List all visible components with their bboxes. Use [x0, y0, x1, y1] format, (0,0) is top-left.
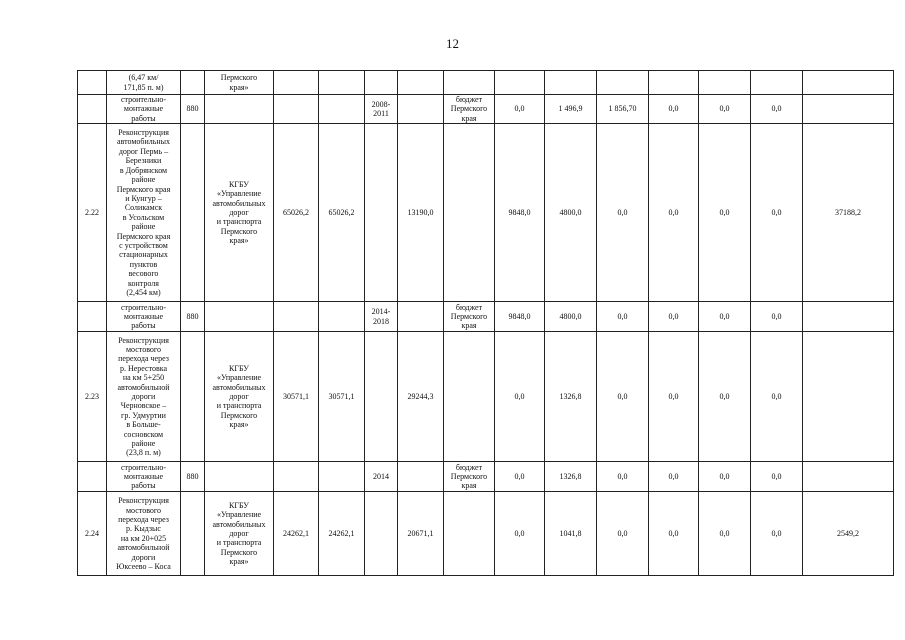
table-cell [181, 492, 205, 576]
table-cell [398, 462, 444, 492]
table-cell [803, 95, 894, 124]
table-cell: 0,0 [751, 332, 803, 462]
table-cell [181, 332, 205, 462]
table-cell [398, 71, 444, 95]
table-cell: 2014- 2018 [365, 302, 398, 332]
table-cell: бюджет Пермского края [444, 302, 495, 332]
table-cell: 880 [181, 302, 205, 332]
table-cell: Реконструкция автомобильных дорог Пермь – Березники в Добрянском районе Пермского края и Кунгур – Соликамск в Усольском районе Пермского края с устройством стационарных пунктов весового контроля (2,454 км) [107, 124, 181, 302]
table-cell: 0,0 [597, 332, 649, 462]
table-cell [545, 71, 597, 95]
table-cell: 2014 [365, 462, 398, 492]
table-row [78, 124, 894, 302]
table-cell [803, 302, 894, 332]
table-cell [78, 95, 107, 124]
table-cell: 0,0 [699, 302, 751, 332]
table-cell [444, 332, 495, 462]
table-cell: Пермского края» [205, 71, 274, 95]
table-cell: 0,0 [699, 124, 751, 302]
table-cell: 30571,1 [274, 332, 319, 462]
table-cell: 2008- 2011 [365, 95, 398, 124]
table-cell: 0,0 [699, 332, 751, 462]
table-row [78, 95, 894, 124]
table-cell: 0,0 [751, 492, 803, 576]
table-cell: 65026,2 [319, 124, 365, 302]
table-cell: 2549,2 [803, 492, 894, 576]
table-cell: 9848,0 [495, 302, 545, 332]
table-cell: 1326,8 [545, 332, 597, 462]
table-cell: 2.24 [78, 492, 107, 576]
table-cell: 24262,1 [274, 492, 319, 576]
table-row [78, 462, 894, 492]
table-cell: 24262,1 [319, 492, 365, 576]
table-cell [803, 71, 894, 95]
table-cell: 0,0 [649, 124, 699, 302]
table-cell [78, 71, 107, 95]
table-cell [205, 302, 274, 332]
table-cell: 0,0 [597, 462, 649, 492]
table-cell [274, 71, 319, 95]
table-cell [398, 302, 444, 332]
table-cell: 37188,2 [803, 124, 894, 302]
table-cell: 65026,2 [274, 124, 319, 302]
table-cell [699, 71, 751, 95]
table-cell: 0,0 [495, 492, 545, 576]
table-cell [803, 462, 894, 492]
table-cell: 880 [181, 462, 205, 492]
table-cell: 1 496,9 [545, 95, 597, 124]
table-cell [181, 124, 205, 302]
table-cell: 0,0 [751, 302, 803, 332]
table-cell: 2.23 [78, 332, 107, 462]
table-cell: 0,0 [495, 462, 545, 492]
table-cell: 0,0 [495, 332, 545, 462]
table-cell [205, 95, 274, 124]
table-cell [181, 71, 205, 95]
table-cell: 0,0 [649, 492, 699, 576]
table-cell [365, 124, 398, 302]
table-cell: 2.22 [78, 124, 107, 302]
table-cell: КГБУ «Управление автомобильных дорог и транспорта Пермского края» [205, 332, 274, 462]
program-table [77, 70, 894, 576]
table-cell: 0,0 [751, 95, 803, 124]
table-cell [495, 71, 545, 95]
table-cell: 0,0 [597, 302, 649, 332]
table-cell: 0,0 [649, 462, 699, 492]
table-cell: 29244,3 [398, 332, 444, 462]
table-cell: 0,0 [649, 302, 699, 332]
table-row [78, 302, 894, 332]
table-cell: 0,0 [649, 95, 699, 124]
table-cell [444, 124, 495, 302]
table-cell: строительно- монтажные работы [107, 95, 181, 124]
table-cell: 0,0 [751, 124, 803, 302]
table-cell: 13190,0 [398, 124, 444, 302]
table-cell [597, 71, 649, 95]
table-cell: строительно- монтажные работы [107, 302, 181, 332]
table-cell [319, 95, 365, 124]
table-cell [365, 71, 398, 95]
table-row [78, 492, 894, 576]
table-cell: строительно- монтажные работы [107, 462, 181, 492]
table-cell [444, 492, 495, 576]
table-cell [398, 95, 444, 124]
table-cell [444, 71, 495, 95]
table-cell [274, 462, 319, 492]
table-cell: КГБУ «Управление автомобильных дорог и транспорта Пермского края» [205, 492, 274, 576]
table-cell: 0,0 [597, 492, 649, 576]
table-cell: 0,0 [495, 95, 545, 124]
table-cell [319, 462, 365, 492]
table-cell [365, 332, 398, 462]
table-cell: (6,47 км/ 171,85 п. м) [107, 71, 181, 95]
table-cell: 0,0 [699, 462, 751, 492]
table-cell: 0,0 [699, 95, 751, 124]
table-cell: Реконструкция мостового перехода через р. Кыдзыс на км 20+025 автомобильной дороги Юксеево – Коса [107, 492, 181, 576]
table-cell: бюджет Пермского края [444, 462, 495, 492]
table-cell [751, 71, 803, 95]
table-cell: Реконструкция мостового перехода через р. Нерестовка на км 5+250 автомобильной дороги Черновское – гр. Удмуртии в Больше- сосновском районе (23,8 п. м) [107, 332, 181, 462]
table-cell [803, 332, 894, 462]
table-cell [78, 302, 107, 332]
table-cell [205, 462, 274, 492]
table-cell: 0,0 [649, 332, 699, 462]
table-cell [274, 95, 319, 124]
table-cell [365, 492, 398, 576]
table-cell: 9848,0 [495, 124, 545, 302]
table-cell: 4800,0 [545, 302, 597, 332]
table-cell: КГБУ «Управление автомобильных дорог и транспорта Пермского края» [205, 124, 274, 302]
table-cell: 0,0 [751, 462, 803, 492]
table-cell [319, 71, 365, 95]
page-number: 12 [446, 36, 459, 51]
table-cell: 30571,1 [319, 332, 365, 462]
table-row [78, 332, 894, 462]
table-cell [649, 71, 699, 95]
table-cell: 0,0 [597, 124, 649, 302]
table-cell [78, 462, 107, 492]
table-cell [319, 302, 365, 332]
table-cell: 4800,0 [545, 124, 597, 302]
table-cell: 1041,8 [545, 492, 597, 576]
table-cell: 880 [181, 95, 205, 124]
table-cell: 1 856,70 [597, 95, 649, 124]
table-cell [274, 302, 319, 332]
table-cell: 20671,1 [398, 492, 444, 576]
table-cell: 1326,8 [545, 462, 597, 492]
table-row [78, 71, 894, 95]
table-cell: 0,0 [699, 492, 751, 576]
table-cell: бюджет Пермского края [444, 95, 495, 124]
